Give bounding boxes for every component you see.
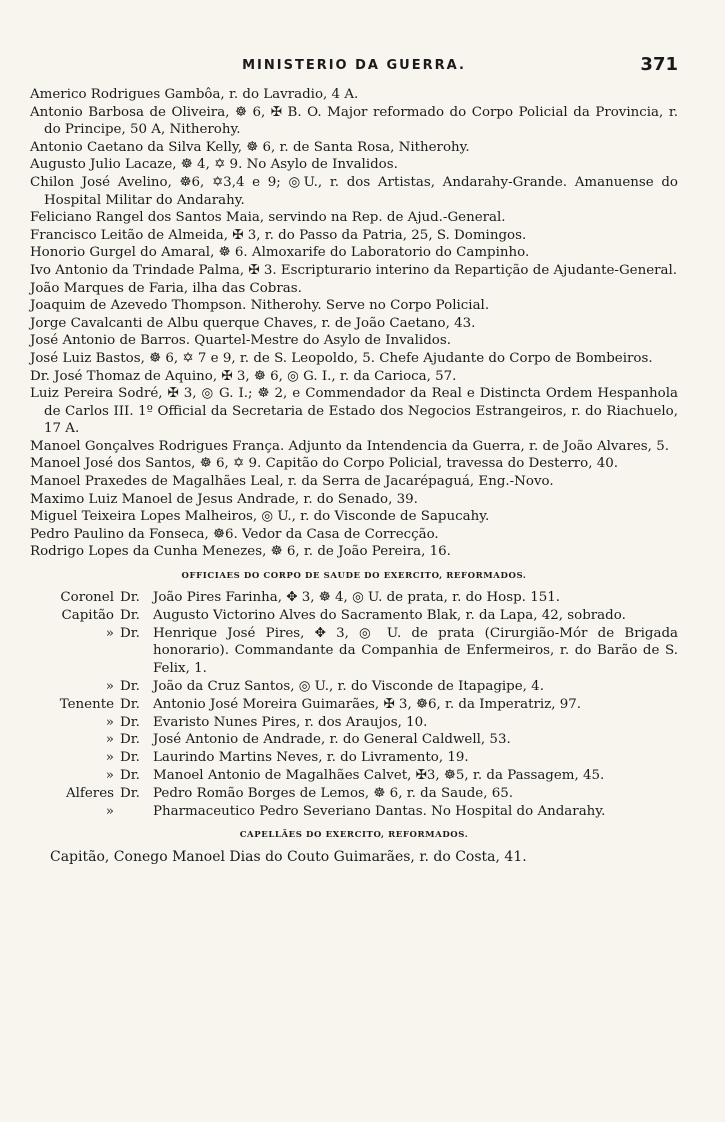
list-item: Ivo Antonio da Trindade Palma, ✠ 3. Escripturario interino da Repartição de Ajudante-General. (30, 262, 678, 278)
row-text: Augusto Victorino Alves do Sacramento Blak, r. da Lapa, 42, sobrado. (153, 607, 626, 623)
list-item: Manoel José dos Santos, ☸ 6, ✡ 9. Capitão do Corpo Policial, travessa do Desterro, 40. (30, 456, 619, 472)
row-rank: Alferes (65, 785, 114, 801)
section-heading-saude: OFFICIAES DO CORPO DE SAUDE DO EXERCITO, REFORMADOS. (181, 571, 527, 582)
list-item: Jorge Cavalcanti de Albu querque Chaves, r. de João Caetano, 43. (30, 315, 476, 331)
list-item: Joaquim de Azevedo Thompson. Nitherohy. Serve no Corpo Policial. (30, 298, 490, 314)
section-heading-capellaes: CAPELLÃES DO EXERCITO, REFORMADOS. (239, 830, 469, 841)
row-rank: » (105, 768, 114, 783)
table-row (44, 785, 678, 803)
list-item: Antonio Barbosa de Oliveira, ☸ 6, ✠ B. O. Major reformado do Corpo Policial da Provincia, r. do Principe, 50 A, Nitherohy. (30, 104, 678, 138)
row-dr: Dr. (120, 625, 140, 641)
table-row (44, 803, 678, 821)
page-body (30, 86, 678, 866)
list-item: Manoel Praxedes de Magalhães Leal, r. da Serra de Jacarépaguá, Eng.-Novo. (30, 474, 554, 490)
page-title: MINISTERIO DA GUERRA. (242, 58, 466, 73)
row-dr: Dr. (120, 750, 140, 766)
row-rank: Tenente (59, 696, 114, 712)
list-item: Manoel Gonçalves Rodrigues França. Adjunto da Intendencia da Guerra, r. de João Alvares, 5. (30, 438, 669, 454)
table-row (44, 714, 678, 732)
table-row (44, 731, 678, 749)
list-item: Dr. José Thomaz de Aquino, ✠ 3, ☸ 6, ◎ G. I., r. da Carioca, 57. (30, 368, 457, 384)
row-text: Laurindo Martins Neves, r. do Livramento, 19. (153, 750, 469, 766)
page-number: 371 (640, 54, 678, 75)
row-text: Manoel Antonio de Magalhães Calvet, ✠3, ☸5, r. da Passagem, 45. (153, 768, 605, 783)
list-item: Feliciano Rangel dos Santos Maia, servindo na Rep. de Ajud.-General. (30, 210, 506, 226)
list-item: João Marques de Faria, ilha das Cobras. (30, 280, 302, 296)
list-item: Luiz Pereira Sodré, ✠ 3, ◎ G. I.; ☸ 2, e Commendador da Real e Distincta Ordem Hespanhola de Carlos III. 1º Official da Secretaria de Estado dos Negocios Estrangeiros, r. do Riachuelo, 17 A. (30, 386, 678, 437)
row-rank: » (105, 714, 114, 730)
table-row (44, 696, 678, 714)
list-item: Rodrigo Lopes da Cunha Menezes, ☸ 6, r. de João Pereira, 16. (30, 544, 451, 560)
row-text: José Antonio de Andrade, r. do General Caldwell, 53. (153, 732, 511, 748)
table-row (44, 678, 678, 696)
row-rank: » (105, 803, 114, 819)
list-item: Chilon José Avelino, ☸6, ✡3,4 e 9; ◎U., r. dos Artistas, Andarahy-Grande. Amanuense do Hospital Militar do Andarahy. (30, 174, 678, 208)
list-item: Pedro Paulino da Fonseca, ☸6. Vedor da Casa de Correcção. (30, 526, 439, 542)
list-item: Francisco Leitão de Almeida, ✠ 3, r. do Passo da Patria, 25, S. Domingos. (30, 227, 527, 243)
row-dr: Dr. (120, 590, 140, 606)
row-text: Pedro Romão Borges de Lemos, ☸ 6, r. da Saude, 65. (153, 785, 514, 801)
list-item: Americo Rodrigues Gambôa, r. do Lavradio, 4 A. (30, 87, 359, 102)
row-dr (114, 803, 150, 821)
row-rank: Coronel (60, 590, 114, 606)
table-row (44, 589, 678, 607)
table-row (44, 625, 678, 678)
list-item: Augusto Julio Lacaze, ☸ 4, ✡ 9. No Asylo de Invalidos. (30, 157, 398, 173)
list-item: José Antonio de Barros. Quartel-Mestre do Asylo de Invalidos. (30, 333, 451, 349)
entry-list (30, 86, 678, 561)
row-rank: Capitão (61, 607, 114, 623)
row-text: Henrique José Pires, ✥ 3, ◎ U. de prata (Cirurgião-Mór de Brigada honorario). Commandante da Companhia de Enfermeiros, r. do Barão de S. Felix, 1. (153, 625, 678, 677)
row-text: Evaristo Nunes Pires, r. dos Araujos, 10. (153, 714, 428, 730)
row-dr: Dr. (120, 679, 140, 695)
row-rank: » (105, 732, 114, 748)
row-dr: Dr. (120, 696, 140, 712)
table-row (44, 767, 678, 785)
list-item: Honorio Gurgel do Amaral, ☸ 6. Almoxarife do Laboratorio do Campinho. (30, 245, 530, 261)
list-item: José Luiz Bastos, ☸ 6, ✡ 7 e 9, r. de S. Leopoldo, 5. Chefe Ajudante do Corpo de Bombeiros. (30, 350, 653, 366)
row-dr: Dr. (120, 714, 140, 730)
row-text: João da Cruz Santos, ◎ U., r. do Visconde de Itapagipe, 4. (153, 679, 544, 695)
row-dr: Dr. (120, 732, 140, 748)
table-row (44, 749, 678, 767)
list-item: Maximo Luiz Manoel de Jesus Andrade, r. do Senado, 39. (30, 491, 418, 507)
list-item: Antonio Caetano da Silva Kelly, ☸ 6, r. de Santa Rosa, Nitherohy. (30, 139, 470, 155)
capellao-entry: Capitão, Conego Manoel Dias do Couto Guimarães, r. do Costa, 41. (50, 849, 527, 866)
page-header (30, 54, 678, 82)
row-text: Antonio José Moreira Guimarães, ✠ 3, ☸6, r. da Imperatriz, 97. (153, 696, 582, 712)
list-item: Miguel Teixeira Lopes Malheiros, ◎ U., r. do Visconde de Sapucahy. (30, 509, 490, 525)
row-rank: » (105, 625, 114, 641)
row-rank: » (105, 679, 114, 695)
row-dr: Dr. (120, 785, 140, 801)
row-rank: » (105, 750, 114, 766)
row-text: João Pires Farinha, ✥ 3, ☸ 4, ◎ U. de prata, r. do Hosp. 151. (153, 590, 561, 606)
table-row (44, 607, 678, 625)
row-dr: Dr. (120, 607, 140, 623)
row-dr: Dr. (120, 768, 140, 783)
row-text: Pharmaceutico Pedro Severiano Dantas. No Hospital do Andarahy. (153, 803, 606, 819)
saude-list (30, 589, 678, 820)
